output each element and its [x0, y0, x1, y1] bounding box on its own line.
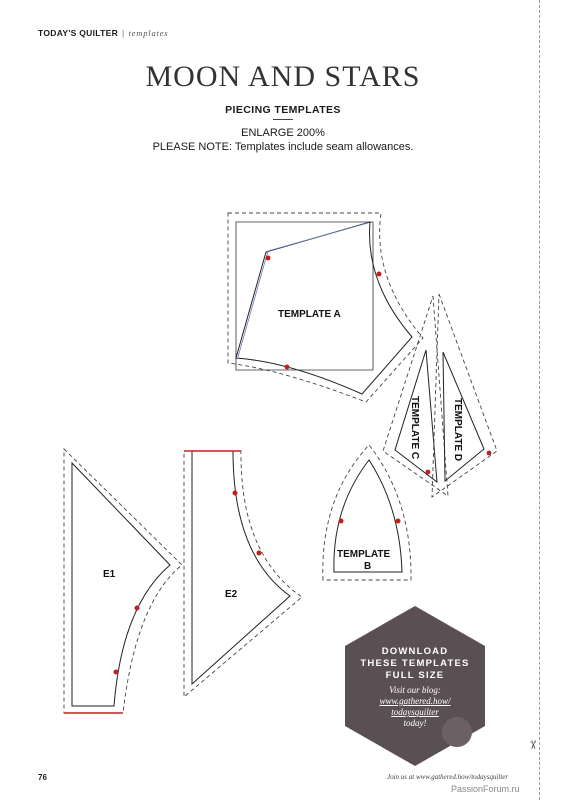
footer-text: Join us at www.gathered.how/todaysquilter: [387, 773, 509, 781]
watermark: PassionForum.ru: [451, 784, 520, 794]
download-heading-line: FULL SIZE: [385, 670, 445, 681]
blog-callout: [352, 685, 478, 729]
template-e1-label: E1: [103, 569, 116, 580]
download-text-block[interactable]: [352, 646, 478, 729]
template-c: [383, 296, 448, 496]
template-d-label: TEMPLATE D: [452, 398, 463, 462]
template-b: [323, 445, 411, 580]
template-a-inner-square: [236, 222, 373, 370]
blog-line: today!: [403, 718, 427, 728]
enlarge-instruction: ENLARGE 200%: [241, 127, 325, 139]
template-b-label-line1: TEMPLATE: [337, 549, 391, 560]
blog-link[interactable]: www.gathered.how/: [379, 696, 451, 706]
template-c-marker: [426, 470, 431, 475]
template-e1-seam-outline: [64, 449, 182, 713]
template-d: [432, 294, 497, 497]
template-a-marker: [266, 256, 271, 261]
template-e2-marker: [257, 551, 262, 556]
template-a-seam-outline: [228, 213, 423, 402]
header-separator: |: [122, 28, 125, 38]
template-d-marker: [487, 451, 492, 456]
page-title: MOON AND STARS: [145, 60, 421, 93]
template-e2-label: E2: [225, 589, 238, 600]
template-b-marker: [396, 519, 401, 524]
template-a-marker: [285, 365, 290, 370]
template-e2: [184, 451, 302, 697]
template-a-guide-line: [238, 223, 368, 357]
template-b-marker: [339, 519, 344, 524]
template-e1: [64, 449, 182, 713]
scissors-icon: ✂: [526, 739, 541, 751]
template-c-label: TEMPLATE C: [409, 396, 420, 460]
template-e1-marker: [114, 670, 119, 675]
seam-allowance-note: PLEASE NOTE: Templates include seam allowances.: [152, 141, 414, 153]
template-e1-shape: [72, 463, 170, 706]
template-a: [228, 213, 423, 402]
section-name: templates: [128, 28, 169, 38]
template-a-label: TEMPLATE A: [278, 309, 341, 320]
template-e2-seam-outline: [184, 451, 302, 697]
page-number: 76: [38, 773, 47, 782]
template-d-seam-outline: [432, 294, 497, 497]
download-heading-line: DOWNLOAD: [381, 646, 449, 657]
template-b-label-line2: B: [364, 561, 372, 572]
magazine-brand: TODAY'S QUILTER: [38, 28, 119, 38]
blog-line: Visit our blog:: [389, 685, 441, 695]
template-e1-marker: [135, 606, 140, 611]
template-a-shape: [236, 222, 412, 394]
download-heading: [352, 646, 478, 682]
blog-link[interactable]: todaysquilter: [391, 707, 439, 717]
page-subtitle: PIECING TEMPLATES: [225, 104, 341, 116]
template-a-marker: [377, 272, 382, 277]
download-heading-line: THESE TEMPLATES: [360, 658, 470, 669]
template-e2-marker: [233, 491, 238, 496]
